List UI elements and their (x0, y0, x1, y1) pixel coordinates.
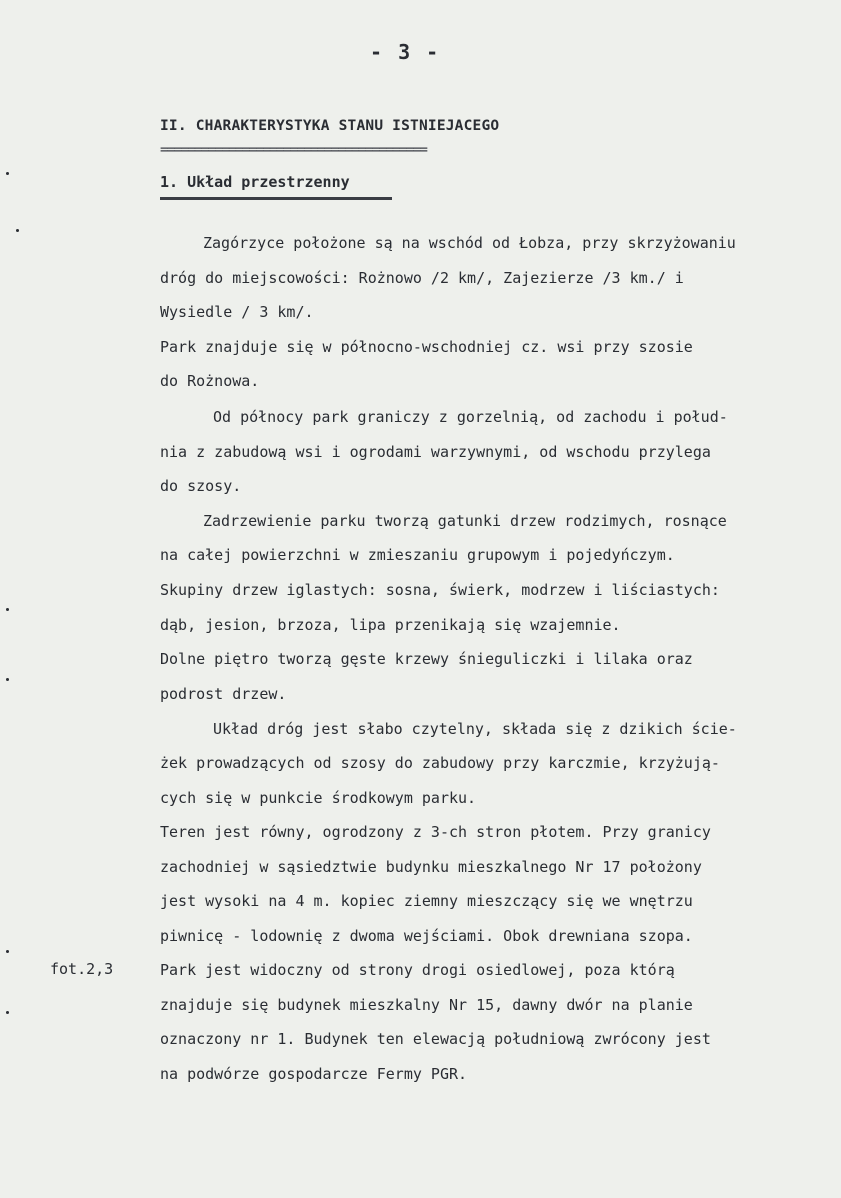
body-line: żek prowadzących od szosy do zabudowy przy karczmie, krzyżują- (160, 754, 720, 772)
body-line: Od północy park graniczy z gorzelnią, od zachodu i połud- (213, 408, 728, 426)
body-line: piwnicę - lodownię z dwoma wejściami. Obok drewniana szopa. (160, 927, 693, 945)
body-line: do Rożnowa. (160, 372, 260, 390)
margin-punch-mark (6, 950, 9, 953)
body-line: Skupiny drzew iglastych: sosna, świerk, modrzew i liściastych: (160, 581, 720, 599)
body-line: na podwórze gospodarcze Fermy PGR. (160, 1065, 468, 1083)
body-line: dróg do miejscowości: Rożnowo /2 km/, Zajezierze /3 km./ i (160, 269, 684, 287)
margin-punch-mark (6, 172, 9, 175)
margin-punch-mark (6, 608, 9, 611)
body-line: na całej powierzchni w zmieszaniu grupowym i pojedyńczym. (160, 546, 675, 564)
page-number: - 3 - (370, 40, 441, 64)
body-line: cych się w punkcie środkowym parku. (160, 789, 477, 807)
body-line: Park znajduje się w północno-wschodniej cz. wsi przy szosie (160, 338, 693, 356)
body-line: Teren jest równy, ogrodzony z 3-ch stron płotem. Przy granicy (160, 823, 711, 841)
body-line: Park jest widoczny od strony drogi osiedlowej, poza którą (160, 961, 675, 979)
body-line: Dolne piętro tworzą gęste krzewy śnieguliczki i lilaka oraz (160, 650, 693, 668)
section-heading: II. CHARAKTERYSTYKA STANU ISTNIEJACEGO (160, 118, 500, 134)
body-line: dąb, jesion, brzoza, lipa przenikają się wzajemnie. (160, 616, 621, 634)
body-line: znajduje się budynek mieszkalny Nr 15, dawny dwór na planie (160, 996, 693, 1014)
subheading-underline (160, 197, 392, 200)
body-line: Zadrzewienie parku tworzą gatunki drzew rodzimych, rosnące (203, 512, 727, 530)
subsection-heading: 1. Układ przestrzenny (160, 173, 350, 191)
body-line: Zagórzyce położone są na wschód od Łobza, przy skrzyżowaniu (203, 234, 736, 252)
body-line: nia z zabudową wsi i ogrodami warzywnymi, od wschodu przylega (160, 443, 711, 461)
body-line: podrost drzew. (160, 685, 287, 703)
body-line: do szosy. (160, 477, 242, 495)
photo-reference-note: fot.2,3 (50, 960, 114, 978)
margin-punch-mark (6, 678, 9, 681)
body-line: Układ dróg jest słabo czytelny, składa się z dzikich ście- (213, 720, 737, 738)
body-line: Wysiedle / 3 km/. (160, 303, 314, 321)
body-line: jest wysoki na 4 m. kopiec ziemny mieszczący się we wnętrzu (160, 892, 693, 910)
heading-double-underline: ======================================= (160, 142, 427, 158)
body-line: oznaczony nr 1. Budynek ten elewacją południową zwrócony jest (160, 1030, 711, 1048)
margin-punch-mark (6, 1011, 9, 1014)
body-line: zachodniej w sąsiedztwie budynku mieszkalnego Nr 17 położony (160, 858, 702, 876)
margin-punch-mark (16, 229, 19, 232)
